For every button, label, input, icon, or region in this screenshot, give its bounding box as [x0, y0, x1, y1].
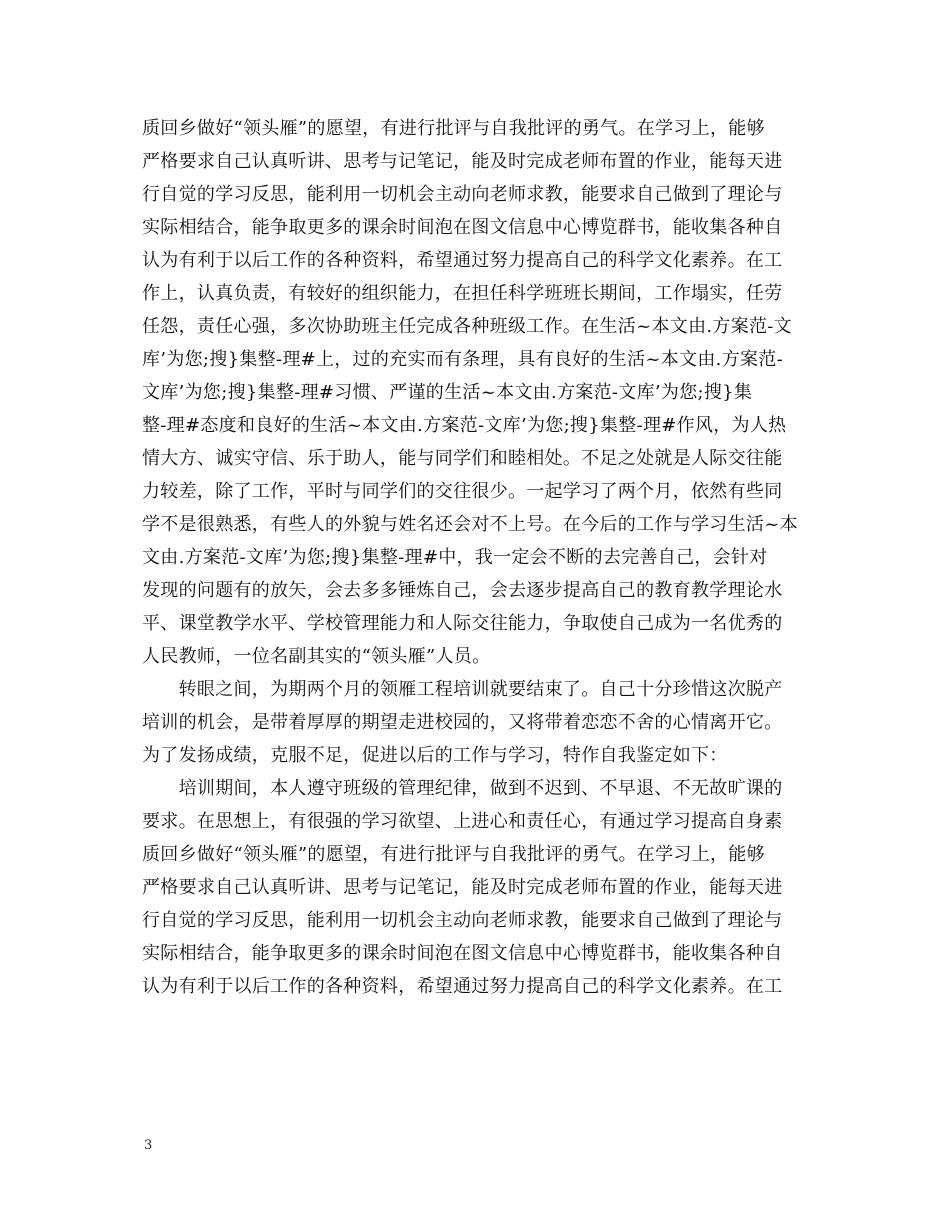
text-line: 行自觉的学习反思，能利用一切机会主动向老师求教，能要求自己做到了理论与 — [142, 184, 783, 205]
text-line: 情大方、诚实守信、乐于助人，能与同学们和睦相处。不足之处就是人际交往能 — [142, 448, 783, 469]
text-line: 严格要求自己认真听讲、思考与记笔记，能及时完成老师布置的作业，能每天进 — [142, 877, 783, 898]
text-line: 库’为您;搜}集整-理#上，过的充实而有条理，具有良好的生活~本文由.方案范- — [142, 349, 783, 370]
text-line: 严格要求自己认真听讲、思考与记笔记，能及时完成老师布置的作业，能每天进 — [142, 151, 783, 172]
text-line: 实际相结合，能争取更多的课余时间泡在图文信息中心博览群书，能收集各种自 — [142, 943, 783, 964]
text-line: 文由.方案范-文库’为您;搜}集整-理#中，我一定会不断的去完善自己，会针对 — [142, 547, 768, 568]
text-line: 平、课堂教学水平、学校管理能力和人际交往能力，争取使自己成为一名优秀的 — [142, 613, 783, 634]
text-line: 整-理#态度和良好的生活~本文由.方案范-文库’为您;搜}集整-理#作风，为人热 — [142, 415, 787, 436]
text-line: 发现的问题有的放矢，会去多多锤炼自己，会去逐步提高自己的教育教学理论水 — [142, 580, 783, 601]
text-line: 文库’为您;搜}集整-理#习惯、严谨的生活~本文由.方案范-文库’为您;搜}集 — [142, 382, 753, 403]
text-line: 力较差，除了工作，平时与同学们的交往很少。一起学习了两个月，依然有些同 — [142, 481, 783, 502]
text-line: 为了发扬成绩，克服不足，促进以后的工作与学习，特作自我鉴定如下： — [142, 745, 728, 766]
text-line: 认为有利于以后工作的各种资料，希望通过努力提高自己的科学文化素养。在工 — [142, 976, 783, 997]
paragraph-start-line: 转眼之间，为期两个月的领雁工程培训就要结束了。自己十分珍惜这次脱产 — [142, 679, 783, 700]
text-line: 行自觉的学习反思，能利用一切机会主动向老师求教，能要求自己做到了理论与 — [142, 910, 783, 931]
text-line: 任怨，责任心强，多次协助班主任完成各种班级工作。在生活~本文由.方案范-文 — [142, 316, 792, 337]
text-line: 学不是很熟悉，有些人的外貌与姓名还会对不上号。在今后的工作与学习生活~本 — [142, 514, 798, 535]
text-line: 实际相结合，能争取更多的课余时间泡在图文信息中心博览群书，能收集各种自 — [142, 217, 783, 238]
text-line: 质回乡做好“领头雁”的愿望，有进行批评与自我批评的勇气。在学习上，能够 — [142, 844, 765, 865]
text-line: 要求。在思想上，有很强的学习欲望、上进心和责任心，有通过学习提高自身素 — [142, 811, 783, 832]
paragraph-start-line: 培训期间，本人遵守班级的管理纪律，做到不迟到、不早退、不无故旷课的 — [142, 778, 783, 799]
page-number: 3 — [144, 1138, 153, 1153]
text-line: 培训的机会，是带着厚厚的期望走进校园的，又将带着恋恋不舍的心情离开它。 — [142, 712, 783, 733]
text-line: 作上，认真负责，有较好的组织能力，在担任科学班班长期间，工作塌实，任劳 — [142, 283, 783, 304]
text-line: 人民教师，一位名副其实的“领头雁”人员。 — [142, 646, 491, 667]
text-line: 质回乡做好“领头雁”的愿望，有进行批评与自我批评的勇气。在学习上，能够 — [142, 118, 765, 139]
text-line: 认为有利于以后工作的各种资料，希望通过努力提高自己的科学文化素养。在工 — [142, 250, 783, 271]
body-text — [142, 112, 812, 1003]
